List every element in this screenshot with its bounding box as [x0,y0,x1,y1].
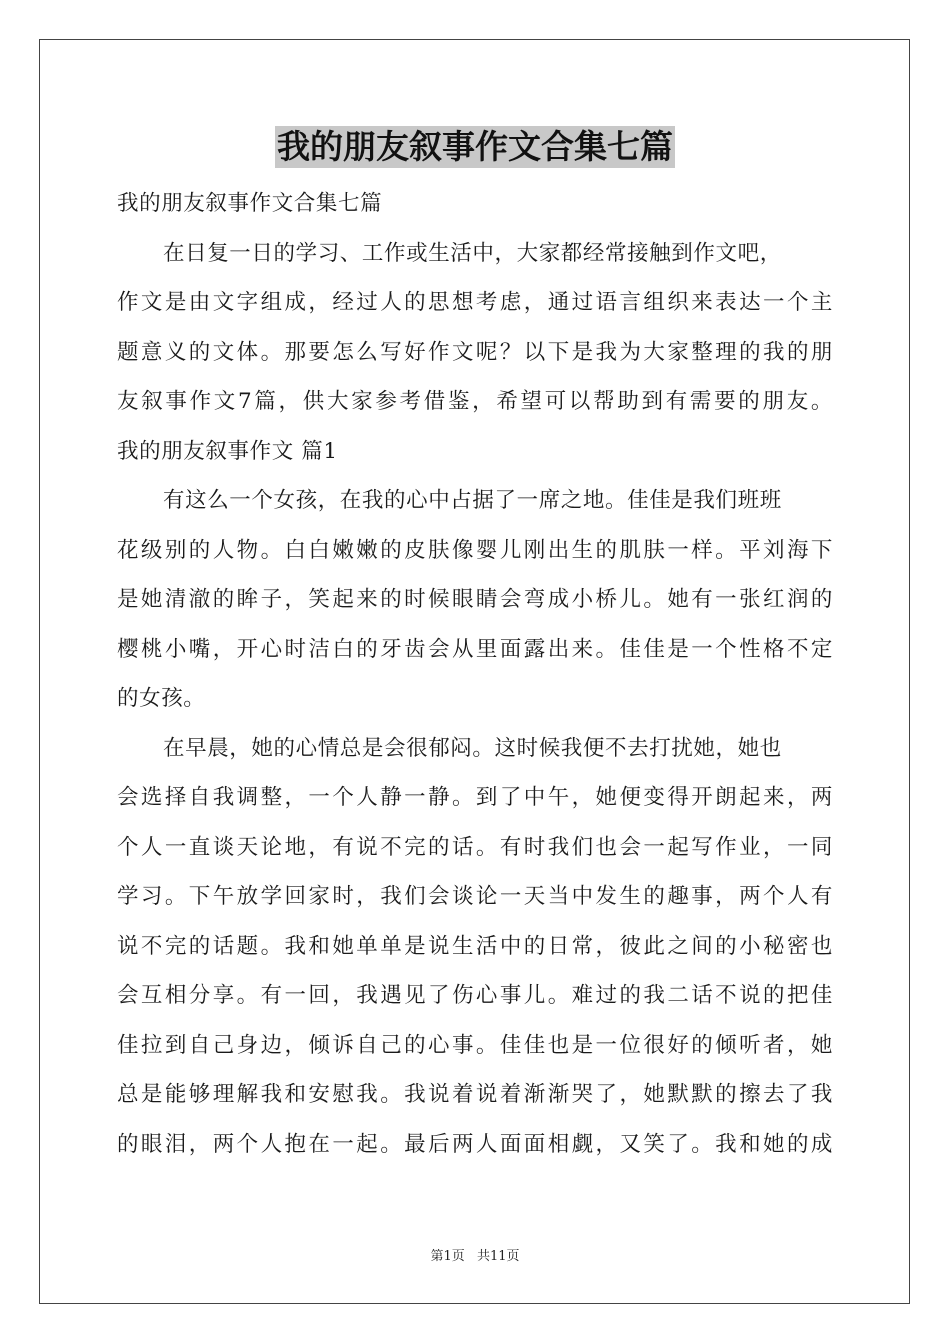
text-line: 总是能够理解我和安慰我。我说着说着渐渐哭了，她默默的擦去了我 [117,1082,833,1107]
text-line: 学习。下午放学回家时，我们会谈论一天当中发生的趣事，两个人有 [117,884,833,909]
text-line: 的眼泪，两个人抱在一起。最后两人面面相觑，又笑了。我和她的成 [117,1131,833,1157]
text-line: 樱桃小嘴，开心时洁白的牙齿会从里面露出来。佳佳是一个性格不定 [117,636,833,662]
text-line: 有这么一个女孩，在我的心中占据了一席之地。佳佳是我们班班 [163,488,782,513]
title-container [0,126,950,168]
text-line: 个人一直谈天论地，有说不完的话。有时我们也会一起写作业，一同 [117,834,833,860]
text-line: 作文是由文字组成，经过人的思想考虑，通过语言组织来表达一个主 [117,290,833,315]
text-line: 佳拉到自己身边，倾诉自己的心事。佳佳也是一位很好的倾听者，她 [117,1032,833,1058]
text-line: 在早晨，她的心情总是会很郁闷。这时候我便不去打扰她，她也 [163,735,782,761]
page-footer [0,1245,950,1264]
text-line: 在日复一日的学习、工作或生活中，大家都经常接触到作文吧， [163,240,782,266]
text-line: 的女孩。 [117,686,206,711]
page-total: 共11页 [476,1249,520,1264]
section-heading: 我的朋友叙事作文 篇1 [117,438,338,464]
subtitle-line: 我的朋友叙事作文合集七篇 [117,191,383,216]
text-line: 会互相分享。有一回，我遇见了伤心事儿。难过的我二话不说的把佳 [117,983,833,1008]
text-line: 是她清澈的眸子，笑起来的时候眼睛会弯成小桥儿。她有一张红润的 [117,587,833,612]
text-line: 友叙事作文7篇，供大家参考借鉴，希望可以帮助到有需要的朋友。 [117,389,833,414]
document-body [117,179,833,1169]
text-line: 说不完的话题。我和她单单是说生活中的日常，彼此之间的小秘密也 [117,933,833,959]
document-title: 我的朋友叙事作文合集七篇 [277,127,673,166]
text-line: 会选择自我调整，一个人静一静。到了中午，她便变得开朗起来，两 [117,785,833,810]
text-line: 题意义的文体。那要怎么写好作文呢？以下是我为大家整理的我的朋 [117,339,833,365]
page-number: 第1页 [430,1249,465,1264]
text-line: 花级别的人物。白白嫩嫩的皮肤像婴儿刚出生的肌肤一样。平刘海下 [117,537,833,563]
